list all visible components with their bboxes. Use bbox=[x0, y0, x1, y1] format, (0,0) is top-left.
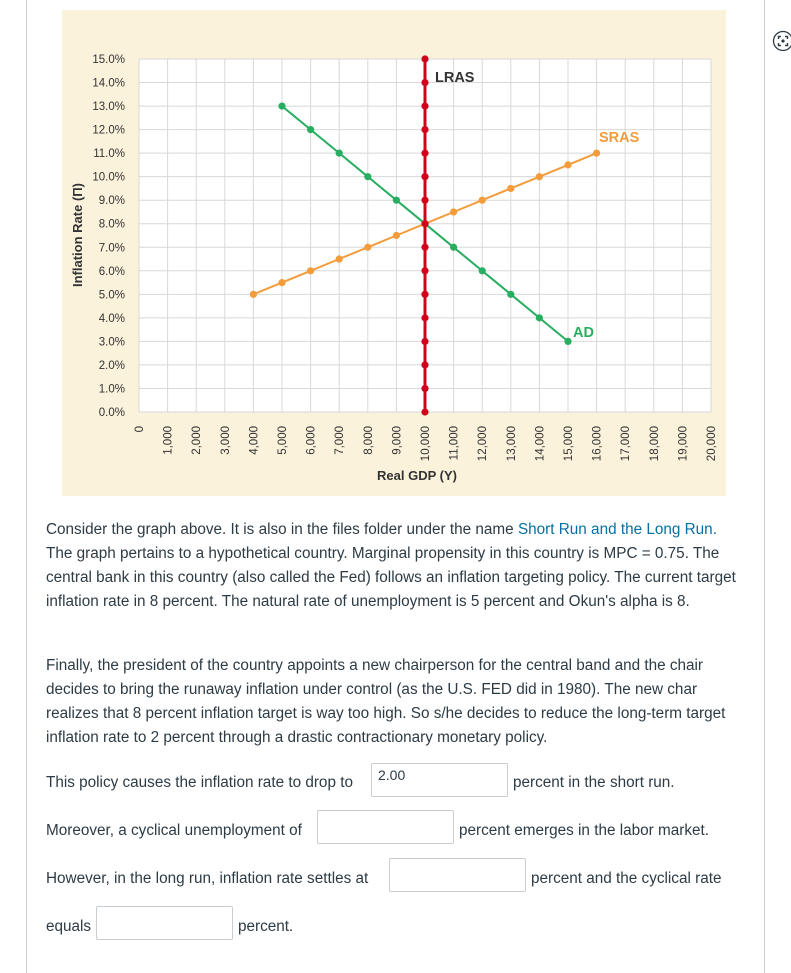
x-tick-label: 18,000 bbox=[648, 426, 661, 462]
frame-right-border bbox=[764, 0, 765, 973]
q3-prefix: However, in the long run, inflation rate settles at bbox=[46, 870, 369, 887]
ad-point bbox=[278, 102, 285, 109]
y-tick-label: 14.0% bbox=[92, 77, 125, 90]
frame-left-border bbox=[26, 0, 27, 973]
y-tick-label: 2.0% bbox=[98, 359, 125, 372]
y-axis-title: Inflation Rate (Π) bbox=[70, 183, 85, 287]
x-tick-label: 4,000 bbox=[248, 426, 261, 455]
x-tick-label: 10,000 bbox=[420, 426, 432, 462]
lras-point bbox=[421, 291, 428, 298]
lras-point bbox=[421, 244, 428, 251]
sras-point bbox=[536, 173, 543, 180]
ad-point bbox=[479, 267, 486, 274]
sras-point bbox=[393, 232, 400, 239]
chart-panel bbox=[62, 10, 726, 496]
q2-prefix: Moreover, a cyclical unemployment of bbox=[46, 822, 302, 839]
x-tick-label: 11,000 bbox=[448, 426, 461, 461]
q1-prefix: This policy causes the inflation rate to drop to bbox=[46, 774, 353, 791]
ad-label: AD bbox=[573, 325, 594, 341]
y-tick-label: 4.0% bbox=[98, 312, 125, 325]
lras-point bbox=[421, 197, 428, 204]
ad-point bbox=[507, 291, 514, 298]
sras-point bbox=[450, 208, 457, 215]
ad-point bbox=[307, 126, 314, 133]
x-tick-label: 9,000 bbox=[391, 426, 404, 455]
x-tick-label: 1,000 bbox=[162, 426, 175, 455]
y-tick-label: 11.0% bbox=[93, 148, 125, 161]
lras-label: LRAS bbox=[435, 70, 475, 86]
expand-button[interactable] bbox=[772, 30, 791, 52]
short-run-inflation-input[interactable] bbox=[371, 763, 508, 797]
y-tick-label: 3.0% bbox=[98, 336, 125, 349]
y-tick-label: 12.0% bbox=[92, 124, 125, 137]
lras-point bbox=[421, 220, 428, 227]
sras-point bbox=[564, 161, 571, 168]
y-tick-label: 6.0% bbox=[98, 265, 125, 278]
x-tick-label: 5,000 bbox=[277, 426, 289, 455]
y-tick-label: 5.0% bbox=[98, 289, 125, 302]
x-tick-label: 20,000 bbox=[706, 426, 718, 462]
x-tick-label: 3,000 bbox=[219, 426, 232, 455]
lras-point bbox=[421, 150, 428, 157]
question-paragraph-1 bbox=[46, 518, 746, 614]
sras-point bbox=[307, 267, 314, 274]
paragraph-1-body: The graph pertains to a hypothetical country. Marginal propensity in this country is MPC = 0.75. The central bank in this country (also called the Fed) follows an inflation targeting policy. The current target inflation rate in 8 percent. The natural rate of unemployment is 5 percent and Okun's alpha is 8. bbox=[46, 545, 736, 610]
q1-suffix: percent in the short run. bbox=[513, 774, 675, 791]
short-run-long-run-file-link[interactable]: Short Run and the Long Run. bbox=[517, 521, 717, 538]
cyclical-rate-input[interactable] bbox=[96, 906, 233, 940]
q3-suffix: percent and the cyclical rate bbox=[531, 870, 722, 887]
sras-point bbox=[278, 279, 285, 286]
ad-point bbox=[393, 197, 400, 204]
x-tick-label: 7,000 bbox=[334, 426, 347, 455]
x-tick-label: 15,000 bbox=[563, 426, 575, 462]
lras-point bbox=[421, 55, 428, 62]
sras-point bbox=[507, 185, 514, 192]
lras-point bbox=[421, 408, 428, 415]
sras-label: SRAS bbox=[599, 130, 640, 146]
lras-point bbox=[421, 314, 428, 321]
ad-point bbox=[336, 150, 343, 157]
y-tick-label: 0.0% bbox=[98, 407, 125, 419]
sras-point bbox=[593, 150, 600, 157]
q2-suffix: percent emerges in the labor market. bbox=[459, 822, 709, 839]
ad-point bbox=[564, 338, 571, 345]
sras-point bbox=[250, 291, 257, 298]
y-tick-label: 1.0% bbox=[98, 383, 125, 396]
x-tick-label: 14,000 bbox=[534, 426, 547, 462]
x-tick-label: 19,000 bbox=[677, 426, 690, 462]
y-tick-label: 15.0% bbox=[92, 54, 125, 66]
x-tick-label: 2,000 bbox=[191, 426, 204, 455]
question-paragraph-2: Finally, the president of the country appoints a new chairperson for the central band and the chair decides to bring the runaway inflation under control (as the U.S. FED did in 1980). The new char realizes that 8 percent inflation target is way too high. So s/he decides to reduce the long-term target inflation rate to 2 percent through a drastic contractionary monetary policy. bbox=[46, 657, 726, 746]
sras-point bbox=[336, 255, 343, 262]
sras-point bbox=[479, 197, 486, 204]
x-tick-label: 17,000 bbox=[620, 426, 633, 462]
cyclical-unemployment-input[interactable] bbox=[317, 810, 454, 844]
x-tick-label: 0 bbox=[134, 426, 146, 433]
lras-point bbox=[421, 267, 428, 274]
sras-point bbox=[364, 244, 371, 251]
lras-point bbox=[421, 126, 428, 133]
y-tick-label: 13.0% bbox=[92, 101, 125, 114]
x-tick-label: 16,000 bbox=[591, 426, 604, 462]
x-axis-title: Real GDP (Y) bbox=[377, 468, 457, 483]
lras-point bbox=[421, 361, 428, 368]
lras-point bbox=[421, 173, 428, 180]
x-tick-label: 8,000 bbox=[362, 426, 375, 455]
y-tick-label: 8.0% bbox=[98, 218, 125, 231]
lras-point bbox=[421, 385, 428, 392]
x-tick-label: 12,000 bbox=[477, 426, 490, 462]
lras-point bbox=[421, 102, 428, 109]
lras-point bbox=[421, 79, 428, 86]
x-tick-label: 6,000 bbox=[305, 426, 318, 455]
x-tick-label: 13,000 bbox=[505, 426, 518, 462]
ad-point bbox=[536, 314, 543, 321]
y-tick-label: 7.0% bbox=[98, 242, 125, 255]
ad-point bbox=[364, 173, 371, 180]
lras-point bbox=[421, 338, 428, 345]
long-run-inflation-input[interactable] bbox=[389, 858, 526, 892]
y-tick-label: 9.0% bbox=[98, 195, 125, 208]
q4-prefix: equals bbox=[46, 918, 92, 935]
ad-point bbox=[450, 244, 457, 251]
q4-suffix: percent. bbox=[238, 918, 294, 935]
paragraph-1-intro: Consider the graph above. It is also in the files folder under the name bbox=[46, 521, 518, 538]
expand-icon bbox=[772, 30, 791, 52]
chart bbox=[62, 10, 726, 496]
y-tick-label: 10.0% bbox=[92, 171, 125, 184]
